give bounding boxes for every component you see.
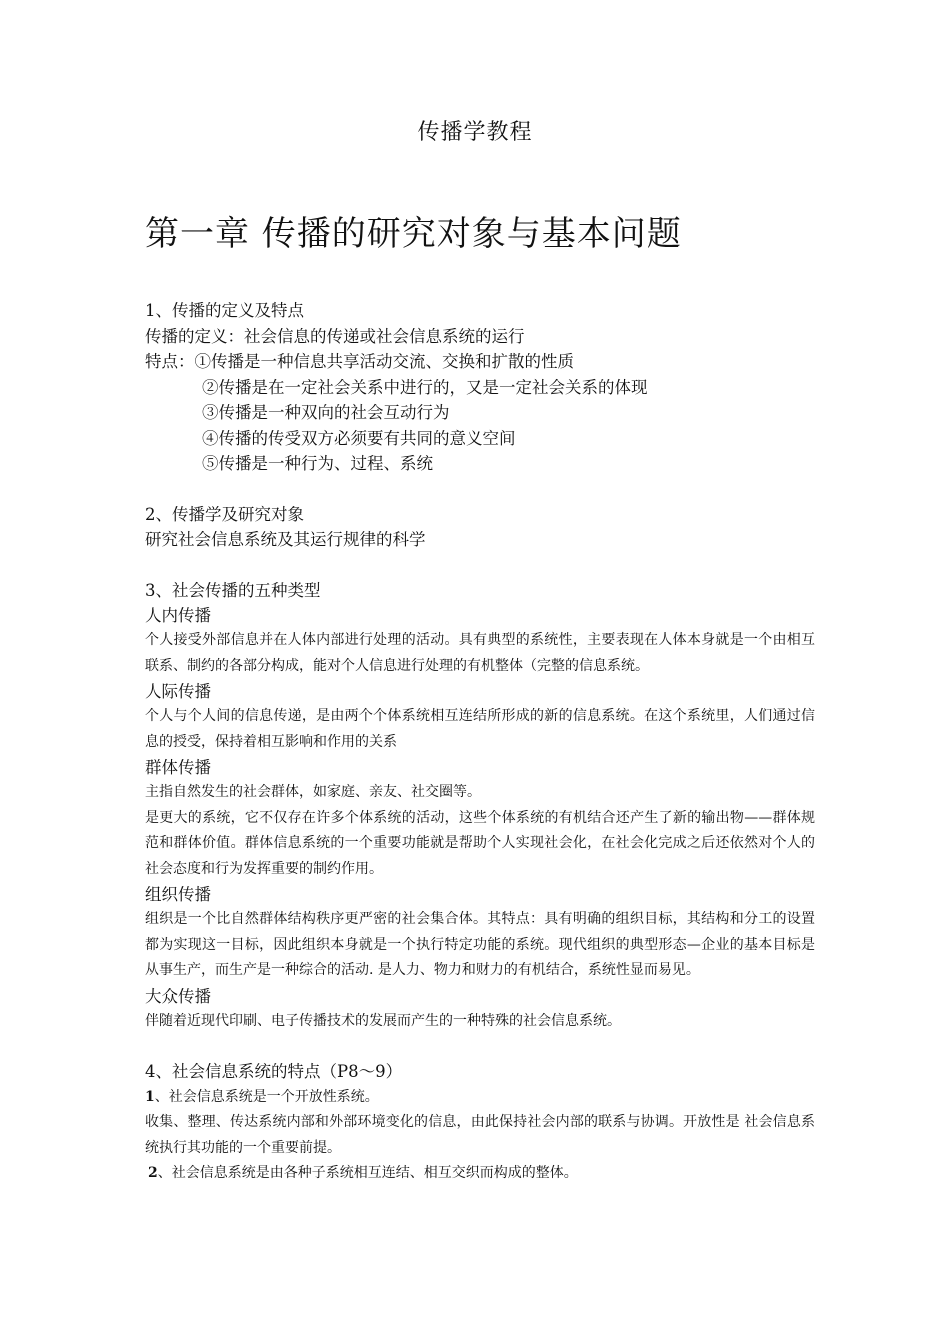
document-body bbox=[145, 298, 815, 1187]
document-title: 传播学教程 bbox=[417, 120, 533, 145]
section-definition bbox=[145, 298, 815, 477]
type-paragraph: 是更大的系统，它不仅存在许多个体系统的活动，这些个体系统的有机结合还产生了新的输出物——群体规范和群体价值。群体信息系统的一个重要功能就是帮助个人实现社会化，在社会化完成之后还依然对个人的社会态度和行为发挥重要的制约作用。 bbox=[145, 809, 815, 877]
type-paragraph: 伴随着近现代印刷、电子传播技术的发展而产生的一种特殊的社会信息系统。 bbox=[145, 1012, 621, 1029]
type-paragraph: 个人与个人间的信息传递，是由两个个体系统相互连结所形成的新的信息系统。在这个系统里，人们通过信息的授受，保持着相互影响和作用的关系 bbox=[145, 708, 815, 750]
system-feature-item bbox=[145, 1085, 815, 1111]
feature-item: ②传播是在一定社会关系中进行的，又是一定社会关系的体现 bbox=[202, 377, 648, 397]
type-heading: 人内传播 bbox=[145, 606, 211, 625]
feature-item: ⑤传播是一种行为、过程、系统 bbox=[202, 454, 433, 473]
section-heading: 2、传播学及研究对象 bbox=[145, 504, 304, 524]
spacer bbox=[145, 1034, 815, 1059]
section-system-features bbox=[145, 1059, 815, 1187]
chapter-title: 第一章 传播的研究对象与基本问题 bbox=[145, 214, 682, 254]
section-heading: 4、社会信息系统的特点（P8～9） bbox=[145, 1062, 403, 1081]
item-text: 、社会信息系统是一个开放性系统。 bbox=[154, 1088, 379, 1105]
item-text: 、社会信息系统是由各种子系统相互连结、相互交织而构成的整体。 bbox=[157, 1165, 578, 1181]
feature-item: ④传播的传受双方必须要有共同的意义空间 bbox=[202, 428, 516, 448]
feature-item: ①传播是一种信息共享活动交流、交换和扩散的性质 bbox=[194, 352, 574, 371]
section-types bbox=[145, 578, 815, 1035]
spacer bbox=[145, 553, 815, 578]
definition-text: 传播的定义：社会信息的传递或社会信息系统的运行 bbox=[145, 326, 525, 346]
item-number: 2 bbox=[148, 1165, 158, 1181]
system-feature-item bbox=[145, 1161, 815, 1187]
spacer bbox=[145, 477, 815, 502]
feature-item: ③传播是一种双向的社会互动行为 bbox=[202, 403, 450, 422]
section-subject bbox=[145, 502, 815, 553]
section-heading: 3、社会传播的五种类型 bbox=[145, 580, 321, 600]
type-heading: 人际传播 bbox=[145, 682, 211, 701]
section-text: 研究社会信息系统及其运行规律的科学 bbox=[145, 530, 426, 549]
section-heading: 1、传播的定义及特点 bbox=[145, 301, 304, 320]
type-paragraph: 个人接受外部信息并在人体内部进行处理的活动。具有典型的系统性，主要表现在人体本身就是一个由相互联系、制约的各部分构成，能对个人信息进行处理的有机整体（完整的信息系统。 bbox=[145, 632, 815, 674]
item-number: 1 bbox=[145, 1088, 155, 1105]
features-label: 特点： bbox=[145, 352, 195, 371]
type-heading: 群体传播 bbox=[145, 758, 211, 777]
type-heading: 组织传播 bbox=[145, 885, 211, 904]
system-feature-paragraph: 收集、整理、传达系统内部和外部环境变化的信息，由此保持社会内部的联系与协调。开放性是 社会信息系统执行其功能的一个重要前提。 bbox=[145, 1114, 815, 1156]
features-list bbox=[145, 349, 815, 375]
type-paragraph: 组织是一个比自然群体结构秩序更严密的社会集合体。其特点：具有明确的组织目标，其结构和分工的设置都为实现这一目标，因此组织本身就是一个执行特定功能的系统。现代组织的典型形态—企业的基本目标是从事生产，而生产是一种综合的活动. 是人力、物力和财力的有机结合，系统性显而易见。 bbox=[145, 911, 815, 978]
type-paragraph: 主指自然发生的社会群体，如家庭、亲友、社交圈等。 bbox=[145, 784, 481, 800]
type-heading: 大众传播 bbox=[145, 986, 211, 1006]
